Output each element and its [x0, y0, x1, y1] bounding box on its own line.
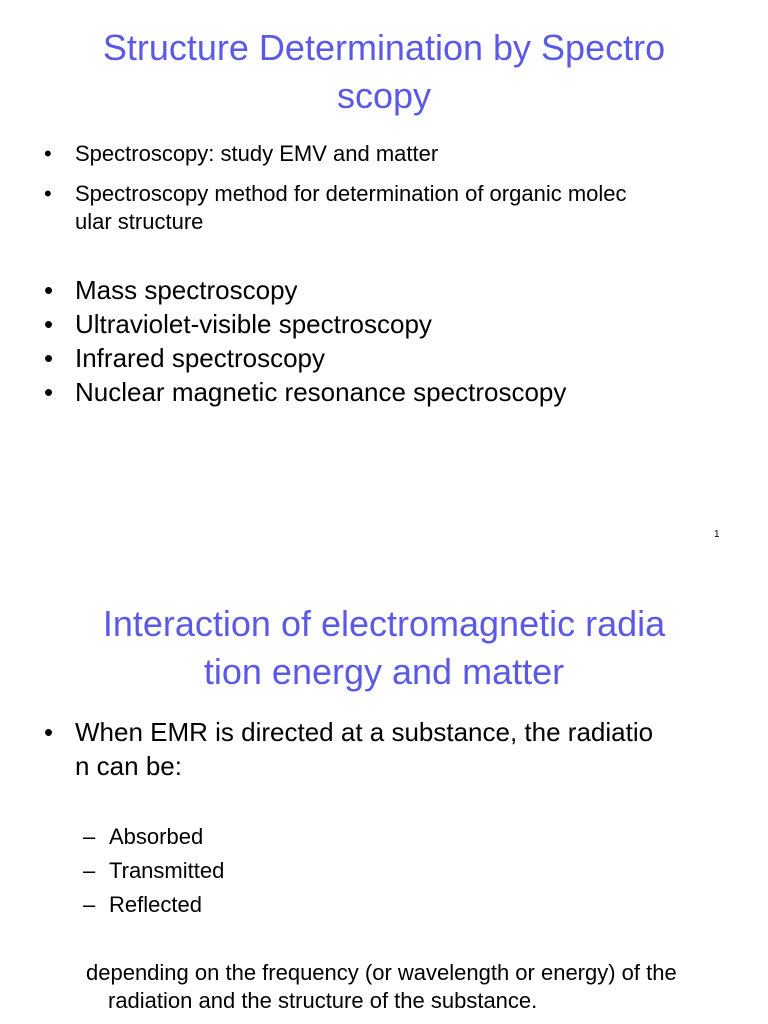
- closing-text-line-2: radiation and the structure of the substance.: [108, 988, 538, 1013]
- slide-2-title-line-1: Interaction of electromagnetic radia: [102, 603, 666, 644]
- bullet-glyph: •: [44, 309, 54, 339]
- slide-2-title-line-2: tion energy and matter: [203, 651, 565, 692]
- bullet-glyph: •: [44, 275, 54, 305]
- slide-1-title-line-1: Structure Determination by Spectro: [102, 27, 666, 68]
- outcome-reflected: Reflected: [109, 892, 202, 917]
- bullet-glyph: •: [44, 141, 52, 166]
- page-number: 1: [714, 529, 720, 540]
- intro-bullet-2-line-1: Spectroscopy method for determination of organic molec: [75, 181, 627, 206]
- closing-text-line-1: depending on the frequency (or wavelength or energy) of the: [86, 960, 677, 985]
- emr-bullet-line-1: When EMR is directed at a substance, the radiatio: [75, 717, 654, 747]
- bullet-glyph: •: [44, 717, 54, 747]
- dash-glyph: –: [83, 858, 96, 883]
- method-item-mass: Mass spectroscopy: [75, 275, 298, 305]
- method-item-nmr: Nuclear magnetic resonance spectroscopy: [75, 377, 567, 407]
- outcome-transmitted: Transmitted: [109, 858, 225, 883]
- slide-1-title: [30, 24, 738, 120]
- slide-2-title: [30, 600, 738, 696]
- intro-bullet-2-line-2: ular structure: [75, 209, 204, 234]
- dash-glyph: –: [83, 892, 96, 917]
- method-item-uv-vis: Ultraviolet-visible spectroscopy: [75, 309, 432, 339]
- method-item-infrared: Infrared spectroscopy: [75, 343, 326, 373]
- bullet-glyph: •: [44, 181, 52, 206]
- slide-1-title-line-2: scopy: [336, 75, 432, 116]
- dash-glyph: –: [83, 824, 96, 849]
- slide-2: [0, 570, 768, 1024]
- intro-bullet-1: Spectroscopy: study EMV and matter: [75, 141, 439, 166]
- bullet-glyph: •: [44, 343, 54, 373]
- outcome-absorbed: Absorbed: [109, 824, 204, 849]
- bullet-glyph: •: [44, 377, 54, 407]
- emr-bullet-line-2: n can be:: [75, 751, 182, 781]
